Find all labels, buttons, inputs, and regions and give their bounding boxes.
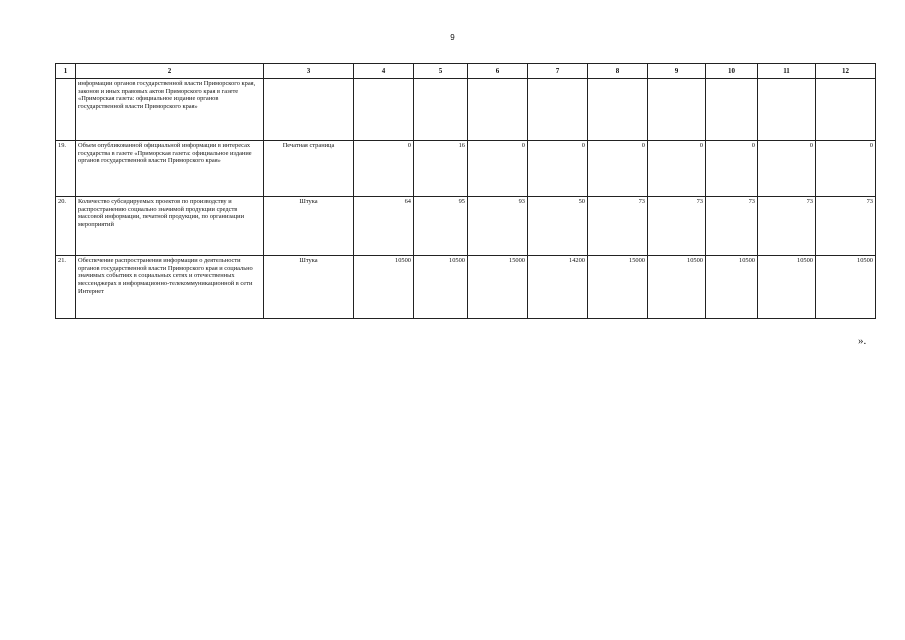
value-cell: 93 <box>468 197 528 256</box>
value-cell: 10500 <box>354 256 414 319</box>
value-cell: 73 <box>588 197 648 256</box>
unit-of-measure: Штука <box>264 256 354 319</box>
value-cell <box>706 79 758 141</box>
indicator-name: Объем опубликованной официальной информации в интересах государства в газете «Приморская газета: официальное издание органов государственной власти Приморского края» <box>76 141 264 197</box>
unit-of-measure: Печатная страница <box>264 141 354 197</box>
column-header: 5 <box>414 64 468 79</box>
unit-of-measure <box>264 79 354 141</box>
header-row <box>56 64 876 79</box>
value-cell: 10500 <box>706 256 758 319</box>
table-row <box>56 256 876 319</box>
value-cell <box>414 79 468 141</box>
table-row <box>56 79 876 141</box>
row-number: 20. <box>56 197 76 256</box>
value-cell: 0 <box>588 141 648 197</box>
closing-quote-mark: ». <box>858 335 867 347</box>
value-cell <box>588 79 648 141</box>
value-cell: 0 <box>528 141 588 197</box>
value-cell: 73 <box>816 197 876 256</box>
table-row <box>56 141 876 197</box>
value-cell: 0 <box>468 141 528 197</box>
value-cell: 15000 <box>468 256 528 319</box>
value-cell: 0 <box>706 141 758 197</box>
value-cell: 73 <box>648 197 706 256</box>
row-number: 19. <box>56 141 76 197</box>
indicators-table <box>55 63 876 319</box>
column-header: 7 <box>528 64 588 79</box>
column-header: 8 <box>588 64 648 79</box>
value-cell: 0 <box>648 141 706 197</box>
value-cell: 0 <box>816 141 876 197</box>
value-cell: 73 <box>758 197 816 256</box>
table-row <box>56 197 876 256</box>
value-cell: 10500 <box>758 256 816 319</box>
row-number <box>56 79 76 141</box>
column-header: 2 <box>76 64 264 79</box>
column-header: 9 <box>648 64 706 79</box>
value-cell: 0 <box>354 141 414 197</box>
indicator-name: Количество субсидируемых проектов по производству и распространению социально значимой продукции средств массовой информации, печатной продукции, по организации мероприятий <box>76 197 264 256</box>
value-cell: 16 <box>414 141 468 197</box>
value-cell: 73 <box>706 197 758 256</box>
value-cell: 10500 <box>648 256 706 319</box>
value-cell: 10500 <box>414 256 468 319</box>
unit-of-measure: Штука <box>264 197 354 256</box>
column-header: 11 <box>758 64 816 79</box>
row-number: 21. <box>56 256 76 319</box>
indicator-name: Обеспечение распространения информации о деятельности органов государственной власти Приморского края и социально значимых событиях в социальных сетях и отечественных мессенджерах в информационно-телекоммуникационной в сети Интернет <box>76 256 264 319</box>
value-cell: 15000 <box>588 256 648 319</box>
value-cell: 95 <box>414 197 468 256</box>
column-header: 1 <box>56 64 76 79</box>
value-cell <box>528 79 588 141</box>
value-cell <box>648 79 706 141</box>
value-cell <box>758 79 816 141</box>
page-number: 9 <box>450 33 455 42</box>
value-cell: 64 <box>354 197 414 256</box>
column-header: 10 <box>706 64 758 79</box>
value-cell: 10500 <box>816 256 876 319</box>
value-cell: 14200 <box>528 256 588 319</box>
column-header: 3 <box>264 64 354 79</box>
column-header: 4 <box>354 64 414 79</box>
value-cell <box>354 79 414 141</box>
indicator-name: информации органов государственной власти Приморского края, законов и иных правовых актов Приморского края в газете «Приморская газета: официальное издание органов государственной власти Приморского края» <box>76 79 264 141</box>
column-header: 6 <box>468 64 528 79</box>
value-cell: 50 <box>528 197 588 256</box>
column-header: 12 <box>816 64 876 79</box>
value-cell <box>816 79 876 141</box>
value-cell <box>468 79 528 141</box>
value-cell: 0 <box>758 141 816 197</box>
